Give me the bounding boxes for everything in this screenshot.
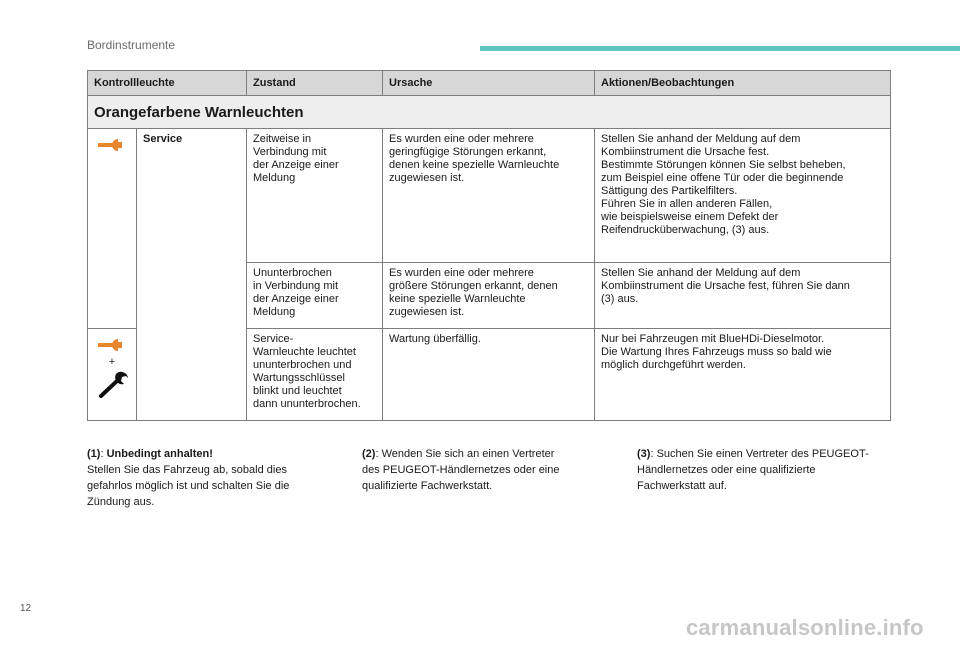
column-header: Ursache [383, 71, 595, 96]
text-line: zugewiesen ist. [389, 306, 465, 318]
text-line: Führen Sie in allen anderen Fällen, [601, 198, 773, 210]
cause-cell [383, 263, 595, 329]
warning-lights-table [87, 70, 891, 421]
action-cell [595, 129, 891, 263]
text-line: Kombiinstrument die Ursache fest. [601, 146, 770, 158]
column-header: Zustand [247, 71, 383, 96]
text-line: Händlernetzes oder eine qualifizierte [637, 464, 816, 476]
text-line: in Verbindung mit [253, 280, 338, 292]
footnote-1: (1): Unbedingt anhalten! Stellen Sie das Fahrzeug ab, sobald dies gefahrlos möglich ist und schalten Sie die Zündung aus. [87, 446, 337, 510]
text-line: des PEUGEOT-Händlernetzes oder eine [362, 464, 560, 476]
footnote-3 [637, 446, 897, 494]
table-header-row [88, 71, 891, 96]
wrench-icon [94, 135, 130, 155]
footnote-marker: (3) [637, 448, 651, 460]
footnote-bold: Unbedingt anhalten! [106, 448, 213, 460]
section-title: Bordinstrumente [87, 38, 176, 52]
page-number: 12 [20, 603, 32, 614]
header-accent-bar [480, 46, 960, 51]
text-line: Meldung [253, 306, 296, 318]
text-line: (3) aus. [601, 293, 639, 305]
service-label-cell [137, 129, 247, 421]
text-line: zugewiesen ist. [389, 172, 465, 184]
action-cell [595, 263, 891, 329]
text-line: geringfügige Störungen erkannt, [389, 146, 547, 158]
footnote-marker: (1) [87, 448, 101, 460]
text-line: Meldung [253, 172, 296, 184]
text-line: : Wenden Sie sich an einen Vertreter [375, 448, 555, 460]
text-line: gefahrlos möglich ist und schalten Sie die [87, 480, 290, 492]
text-line: Zeitweise in [253, 133, 312, 145]
column-header: Aktionen/Beobachtungen [595, 71, 891, 96]
text-line: Kombiinstrument die Ursache fest, führen Sie dann [601, 280, 850, 292]
text-line: Zündung aus. [87, 496, 155, 508]
text-line: Nur bei Fahrzeugen mit BlueHDi-Dieselmotor. [601, 333, 825, 345]
text-line: Fachwerkstatt auf. [637, 480, 727, 492]
text-line: keine spezielle Warnleuchte [389, 293, 526, 305]
footnote-marker: (2) [362, 448, 376, 460]
text-line: Wartungsschlüssel [253, 372, 345, 384]
text-line: Stellen Sie anhand der Meldung auf dem [601, 267, 801, 279]
text-line: größere Störungen erkannt, denen [389, 280, 558, 292]
text-line: Stellen Sie das Fahrzeug ab, sobald dies [87, 464, 287, 476]
wrench-icon [94, 370, 130, 400]
text-line: Stellen Sie anhand der Meldung auf dem [601, 133, 801, 145]
text-line: Warnleuchte leuchtet [253, 346, 356, 358]
service-label: Service [143, 133, 183, 145]
text-line: zum Beispiel eine offene Tür oder die beginnende [601, 172, 844, 184]
text-line: Verbindung mit [253, 146, 327, 158]
indicator-cell [88, 129, 137, 329]
footnote-2 [362, 446, 612, 494]
text-line: Sättigung des Partikelfilters. [601, 185, 738, 197]
table-row [88, 129, 891, 263]
cause-cell [383, 129, 595, 263]
text-line: blinkt und leuchtet [253, 385, 342, 397]
section-heading: Orangefarbene Warnleuchten [88, 96, 891, 129]
text-line: der Anzeige einer [253, 159, 339, 171]
text-line: Es wurden eine oder mehrere [389, 133, 534, 145]
wrench-icon [94, 335, 130, 355]
action-cell [595, 329, 891, 421]
text-line: : Suchen Sie einen Vertreter des PEUGEOT- [650, 448, 869, 460]
text-line: Die Wartung Ihres Fahrzeugs muss so bald wie [601, 346, 832, 358]
text-line: Es wurden eine oder mehrere [389, 267, 534, 279]
cause-cell [383, 329, 595, 421]
state-cell [247, 329, 383, 421]
state-cell [247, 263, 383, 329]
column-header: Kontrollleuchte [88, 71, 247, 96]
state-cell [247, 129, 383, 263]
text-line: Wartung überfällig. [389, 333, 481, 345]
section-row [88, 96, 891, 129]
text-line: denen keine spezielle Warnleuchte [389, 159, 560, 171]
text-line: ununterbrochen und [253, 359, 352, 371]
plus-sign: + [108, 356, 116, 368]
text-line: Ununterbrochen [253, 267, 332, 279]
text-line: Service- [253, 333, 294, 345]
text-line: qualifizierte Fachwerkstatt. [362, 480, 493, 492]
indicator-cell [88, 329, 137, 421]
text-line: wie beispielsweise einem Defekt der [601, 211, 779, 223]
text-line: Reifendrucküberwachung, (3) aus. [601, 224, 770, 236]
text-line: der Anzeige einer [253, 293, 339, 305]
watermark: carmanualsonline.info [686, 615, 924, 640]
text-line: möglich durchgeführt werden. [601, 359, 746, 371]
text-line: Bestimmte Störungen können Sie selbst beheben, [601, 159, 846, 171]
text-line: dann ununterbrochen. [253, 398, 361, 410]
